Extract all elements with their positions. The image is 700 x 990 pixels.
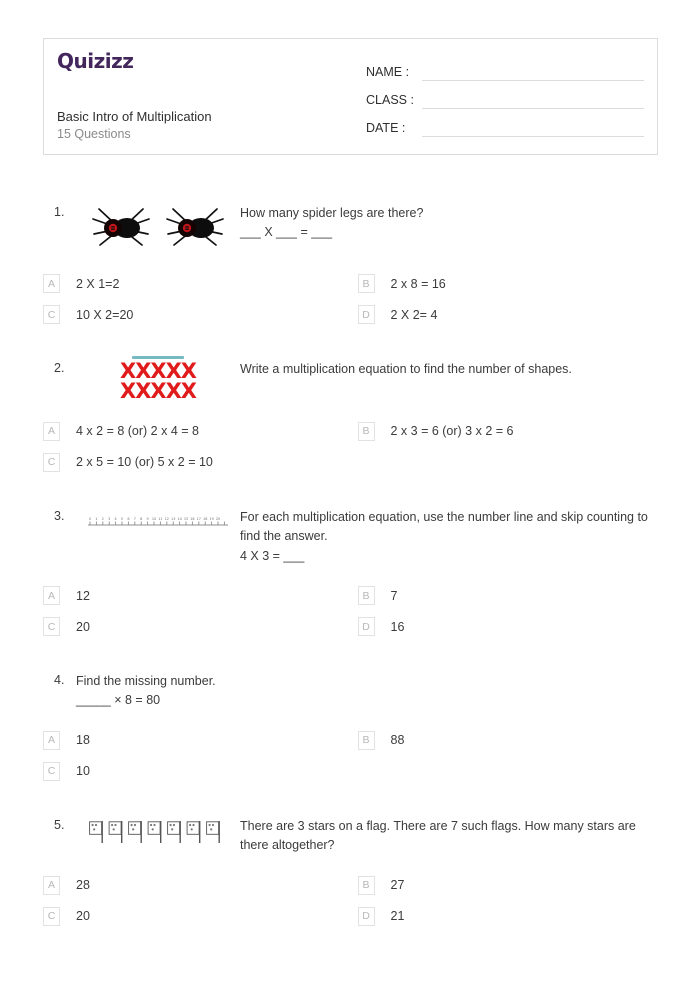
name-field-input[interactable] (422, 62, 644, 81)
svg-text:20: 20 (215, 516, 221, 521)
spacer (43, 330, 658, 352)
date-field-input[interactable] (422, 118, 644, 137)
date-field-label: DATE : (366, 121, 406, 135)
option-d[interactable] (351, 611, 659, 642)
question-4-header (43, 664, 658, 711)
option-b-letter: B (358, 586, 375, 605)
worksheet-title: Basic Intro of Multiplication (57, 109, 212, 124)
option-b-letter: B (358, 422, 375, 441)
spacer (43, 478, 658, 500)
option-c[interactable] (43, 447, 351, 478)
svg-text:14: 14 (177, 516, 182, 521)
question-5-image (76, 809, 240, 845)
option-b-letter: B (358, 876, 375, 895)
question-1-equation: ___ X ___ = ___ (240, 225, 333, 240)
svg-text:5: 5 (120, 516, 124, 521)
question-3-options (43, 580, 658, 642)
class-field-input[interactable] (422, 90, 644, 109)
question-5-text (240, 809, 658, 856)
svg-text:9: 9 (146, 516, 149, 521)
flag-icon (90, 821, 220, 843)
spacer (43, 642, 658, 664)
question-3-header (43, 500, 658, 566)
option-b[interactable] (351, 870, 659, 901)
svg-text:7: 7 (133, 516, 136, 521)
option-d-text: 21 (390, 909, 405, 923)
option-a[interactable] (43, 870, 351, 901)
question-2-prompt: Write a multiplication equation to find the number of shapes. (240, 362, 572, 376)
svg-text:13: 13 (171, 516, 176, 521)
option-c-letter: C (43, 305, 60, 324)
option-b-text: 2 x 8 = 16 (390, 276, 446, 291)
question-1-number: 1. (54, 205, 65, 219)
option-a-text: 28 (76, 878, 90, 892)
option-b-text: 88 (390, 733, 405, 748)
question-block-1 (43, 196, 658, 330)
question-3-prompt: For each multiplication equation, use the number line and skip counting to find the answer. (240, 509, 648, 544)
svg-text:0: 0 (88, 516, 92, 521)
question-4-options (43, 725, 658, 787)
option-c-text: 10 (76, 764, 90, 779)
question-5-number: 5. (54, 817, 65, 832)
option-a[interactable] (43, 416, 351, 447)
option-c[interactable] (43, 901, 351, 932)
question-block-3 (43, 500, 658, 642)
flags-illustration (88, 819, 228, 845)
option-d-letter: D (358, 305, 375, 324)
option-b-letter: B (358, 274, 375, 293)
question-block-4 (43, 664, 658, 787)
question-block-2 (43, 352, 658, 478)
option-a-letter: A (43, 274, 60, 293)
option-a-text: 4 x 2 = 8 (or) 2 x 4 = 8 (76, 424, 199, 439)
option-a[interactable] (43, 580, 351, 611)
x-shapes-illustration (120, 356, 196, 402)
option-a-letter: A (43, 586, 60, 605)
question-1-options (43, 268, 658, 330)
option-c-text: 2 x 5 = 10 (or) 5 x 2 = 10 (76, 455, 213, 470)
question-2-options (43, 416, 658, 478)
question-3-text (240, 500, 658, 566)
number-line-icon (86, 516, 230, 530)
option-d-letter: D (358, 617, 375, 636)
question-3-image (76, 500, 240, 530)
option-c-letter: C (43, 617, 60, 636)
option-a-text: 12 (76, 588, 90, 603)
option-a-letter: A (43, 422, 60, 441)
question-1-text (240, 196, 658, 243)
option-a-letter: A (43, 731, 60, 750)
svg-text:16: 16 (190, 516, 195, 521)
svg-text:15: 15 (183, 516, 189, 521)
class-field-row (366, 81, 644, 109)
question-4-prompt: Find the missing number. (76, 674, 216, 688)
svg-text:2: 2 (101, 516, 104, 521)
option-b-text: 7 (390, 588, 398, 603)
svg-text:17: 17 (196, 516, 201, 521)
svg-text:4: 4 (114, 516, 117, 521)
spiders-illustration (87, 200, 229, 254)
option-a-letter: A (43, 876, 60, 895)
svg-text:19: 19 (209, 516, 214, 521)
option-b-letter: B (358, 731, 375, 750)
question-block-5 (43, 809, 658, 932)
option-c-text: 20 (76, 619, 90, 634)
x-shapes-row-2: XXXXX (120, 378, 196, 403)
question-1-image (76, 196, 240, 254)
question-5-header (43, 809, 658, 856)
svg-text:18: 18 (203, 516, 208, 521)
option-b[interactable] (351, 416, 659, 447)
option-c[interactable] (43, 611, 351, 642)
svg-text:11: 11 (158, 516, 163, 521)
option-d[interactable] (351, 901, 659, 932)
option-d-text: 16 (390, 619, 405, 634)
option-d[interactable] (351, 299, 659, 330)
option-a[interactable] (43, 725, 351, 756)
spider-icon (161, 200, 229, 254)
name-field-row (366, 53, 644, 81)
quizizz-logo: Quizizz (57, 49, 134, 73)
question-count-label: 15 Questions (57, 126, 131, 141)
option-b-text: 2 x 3 = 6 (or) 3 x 2 = 6 (390, 424, 514, 439)
option-c-letter: C (43, 762, 60, 781)
option-c-letter: C (43, 453, 60, 472)
option-c-text: 10 X 2=20 (76, 307, 134, 322)
question-5-prompt: There are 3 stars on a flag. There are 7 such flags. How many stars are there altogether? (240, 818, 636, 853)
question-3-number: 3. (54, 508, 65, 523)
x-shapes-row-1: XXXXX (120, 359, 196, 383)
option-b[interactable] (351, 580, 659, 611)
question-4-text (76, 664, 658, 711)
option-c-letter: C (43, 907, 60, 926)
option-a-text: 2 X 1=2 (76, 276, 120, 291)
question-4-number: 4. (54, 673, 65, 687)
question-2-number: 2. (54, 361, 65, 375)
option-d-text: 2 X 2= 4 (390, 307, 438, 322)
option-a-text: 18 (76, 733, 90, 748)
spider-icon (87, 200, 155, 254)
spacer (43, 787, 658, 809)
svg-text:12: 12 (164, 516, 169, 521)
question-3-equation: 4 X 3 = ___ (240, 548, 305, 563)
question-5-options (43, 870, 658, 932)
option-c[interactable] (43, 756, 351, 787)
question-4-equation: _____ × 8 = 80 (76, 693, 161, 708)
option-b[interactable] (351, 268, 659, 299)
student-info-fields (366, 53, 644, 137)
svg-text:1: 1 (95, 516, 98, 521)
svg-text:3: 3 (108, 516, 111, 521)
question-1-header (43, 196, 658, 254)
class-field-label: CLASS : (366, 93, 414, 107)
name-field-label: NAME : (366, 65, 410, 79)
date-field-row (366, 109, 644, 137)
svg-text:10: 10 (151, 516, 157, 521)
svg-text:8: 8 (140, 516, 143, 521)
option-b-text: 27 (390, 878, 405, 892)
question-1-prompt: How many spider legs are there? (240, 206, 424, 220)
question-2-header (43, 352, 658, 402)
svg-text:6: 6 (127, 516, 130, 521)
option-b[interactable] (351, 725, 659, 756)
option-c-text: 20 (76, 909, 90, 923)
option-a[interactable] (43, 268, 351, 299)
question-2-text (240, 352, 658, 379)
option-d-letter: D (358, 907, 375, 926)
option-c[interactable] (43, 299, 351, 330)
questions-list (43, 196, 658, 932)
question-2-image (76, 352, 240, 402)
header-left-column (57, 51, 357, 143)
worksheet-header-card (43, 38, 658, 155)
